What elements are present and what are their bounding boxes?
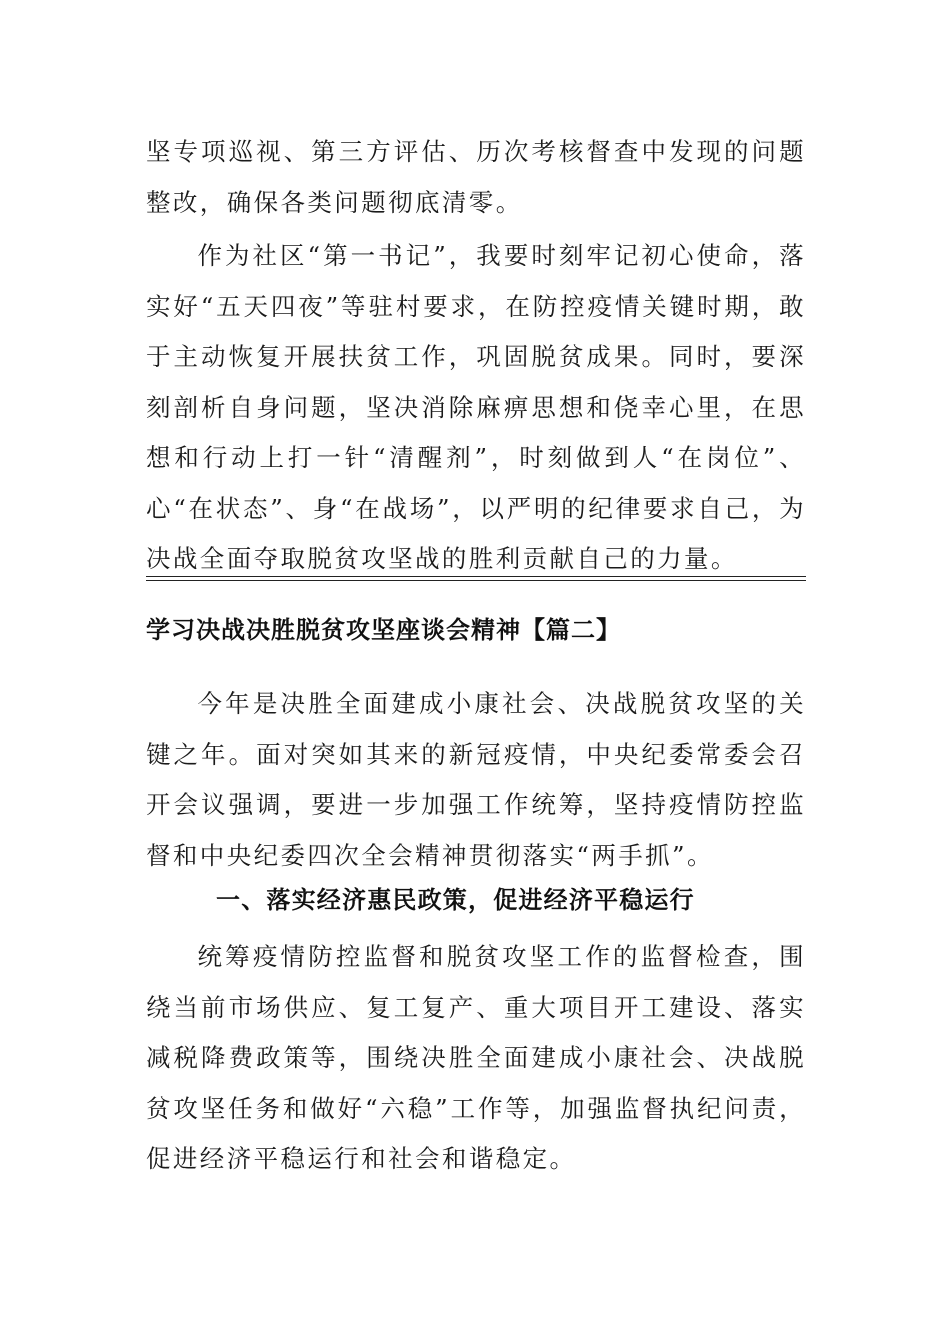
economy-paragraph: 统筹疫情防控监督和脱贫攻坚工作的监督检查，围绕当前市场供应、复工复产、重大项目开工建设、落实减税降费政策等，围绕决胜全面建成小康社会、决战脱贫攻坚任务和做好“六稳”工作等，加强监督执纪问责，促进经济平稳运行和社会和谐稳定。 — [146, 942, 806, 1173]
first-secretary-paragraph-block — [146, 231, 806, 585]
section-divider — [146, 576, 806, 581]
intro-paragraph-block — [146, 679, 806, 881]
economy-paragraph-block — [146, 932, 806, 1185]
first-secretary-paragraph: 作为社区“第一书记”，我要时刻牢记初心使命，落实好“五天四夜”等驻村要求，在防控疫情关键时期，敢于主动恢复开展扶贫工作，巩固脱贫成果。同时，要深刻剖析自身问题，坚决消除麻痹思想和侥幸心里，在思想和行动上打一针“清醒剂”，时刻做到人“在岗位”、心“在状态”、身“在战场”，以严明的纪律要求自己，为决战全面夺取脱贫攻坚战的胜利贡献自己的力量。 — [146, 241, 806, 573]
section-title: 学习决战决胜脱贫攻坚座谈会精神【篇二】 — [146, 616, 621, 644]
intro-paragraph: 今年是决胜全面建成小康社会、决战脱贫攻坚的关键之年。面对突如其来的新冠疫情，中央纪委常委会召开会议强调，要进一步加强工作统筹，坚持疫情防控监督和中央纪委四次全会精神贯彻落实“两手抓”。 — [146, 689, 806, 870]
continued-paragraph: 坚专项巡视、第三方评估、历次考核督查中发现的问题整改，确保各类问题彻底清零。 — [146, 137, 806, 217]
continued-paragraph-block — [146, 127, 806, 228]
subheading-economy: 一、落实经济惠民政策，促进经济平稳运行 — [216, 886, 695, 914]
